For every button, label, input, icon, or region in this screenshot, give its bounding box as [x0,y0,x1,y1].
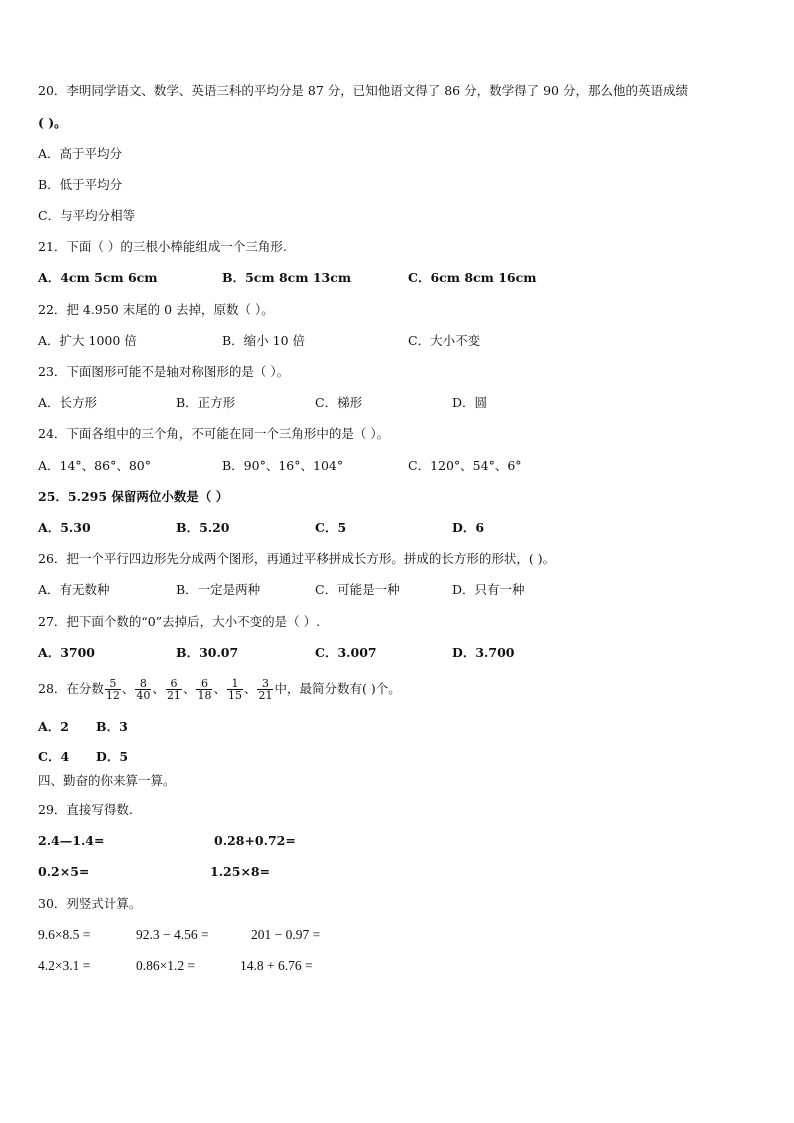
q23-stem: 23．下面图形可能不是轴对称图形的是（ ）。 [38,364,290,379]
fraction: $\frac{1}{15}$ [227,677,242,702]
q26-option-c: C．可能是一种 [315,582,400,597]
fraction: $\frac{8}{40}$ [136,677,151,702]
q27-option-a: A．3700 [38,645,95,660]
q30-expression-1: 9.6×8.5 = [38,927,91,942]
fraction: $\frac{6}{18}$ [197,677,212,702]
q28-option-d: D．5 [96,749,129,764]
q29-expression-2: 0.28+0.72= [214,833,296,848]
q22-option-b: B．缩小 10 倍 [222,333,306,348]
q28-option-a: A．2 [38,719,69,734]
q25-option-d: D．6 [452,520,485,535]
q27-option-c: C．3.007 [315,645,377,660]
q30-expression-5: 0.86×1.2 = [136,958,196,973]
q25-option-b: B．5.20 [176,520,230,535]
q23-option-b: B．正方形 [176,395,236,410]
q24-option-a: A．14°、86°、80° [38,458,151,473]
q21-option-a: A．4cm 5cm 6cm [38,270,158,285]
q29-stem: 29．直接写得数. [38,802,133,817]
q25-stem: 25．5.295 保留两位小数是（ ） [38,489,229,504]
q27-option-b: B．30.07 [176,645,239,660]
q24-stem: 24．下面各组中的三个角，不可能在同一个三角形中的是（ ）。 [38,426,390,441]
q20-stem-line1: 20．李明同学语文、数学、英语三科的平均分是 87 分，已知他语文得了 86 分，数学得了 90 分，那么他的英语成绩 [38,83,688,98]
q28-suffix: 中，最简分数有( )个。 [274,681,401,696]
q28-option-b: B．3 [96,719,128,734]
q26-option-b: B．一定是两种 [176,582,261,597]
q30-expression-6: 14.8 + 6.76 = [240,958,313,973]
q27-option-d: D．3.700 [452,645,515,660]
section-4-title: 四、勤奋的你来算一算。 [38,773,176,788]
q21-option-c: C．6cm 8cm 16cm [408,270,537,285]
q26-stem: 26．把一个平行四边形先分成两个图形，再通过平移拼成长方形。拼成的长方形的形状，( )。 [38,551,556,566]
q28-stem: 28．在分数 $\frac{5}{12}$ 、 $\frac{8}{40}$ 、 $\frac{6}{21}$ 、 $\frac{6}{18}$ 、 $\frac{1}{15}$ 、 $\frac{3}{21}$ 中，最简分数有( )个。 [38,677,401,702]
q30-stem: 30．列竖式计算。 [38,896,142,911]
q30-expression-2: 92.3 − 4.56 = [136,927,209,942]
q28-option-c: C．4 [38,749,70,764]
fraction: $\frac{5}{12}$ [105,677,120,702]
q26-option-d: D．只有一种 [452,582,525,597]
q22-stem: 22．把 4.950 末尾的 0 去掉，原数（ ）。 [38,302,274,317]
q21-option-b: B．5cm 8cm 13cm [222,270,352,285]
q20-stem-line2: ( )。 [38,115,67,130]
q29-expression-4: 1.25×8= [210,864,271,879]
q28-prefix: 28．在分数 [38,681,104,696]
q21-stem: 21．下面（ ）的三根小棒能组成一个三角形. [38,239,287,254]
q25-option-c: C．5 [315,520,347,535]
q30-expression-3: 201 − 0.97 = [251,927,321,942]
fraction: $\frac{6}{21}$ [166,677,181,702]
q20-option-b: B．低于平均分 [38,177,123,192]
q29-expression-1: 2.4—1.4= [38,833,105,848]
q24-option-c: C．120°、54°、6° [408,458,522,473]
q29-expression-3: 0.2×5= [38,864,90,879]
q22-option-a: A．扩大 1000 倍 [38,333,137,348]
q24-option-b: B．90°、16°、104° [222,458,344,473]
q25-option-a: A．5.30 [38,520,91,535]
q27-stem: 27．把下面个数的“0”去掉后，大小不变的是（ ）. [38,614,321,629]
q22-option-c: C．大小不变 [408,333,481,348]
q23-option-c: C．梯形 [315,395,363,410]
q26-option-a: A．有无数种 [38,582,110,597]
q20-option-a: A．高于平均分 [38,146,123,161]
fraction: $\frac{3}{21}$ [258,677,273,702]
q23-option-a: A．长方形 [38,395,98,410]
q20-option-c: C．与平均分相等 [38,208,136,223]
q30-expression-4: 4.2×3.1 = [38,958,91,973]
q23-option-d: D．圆 [452,395,488,410]
